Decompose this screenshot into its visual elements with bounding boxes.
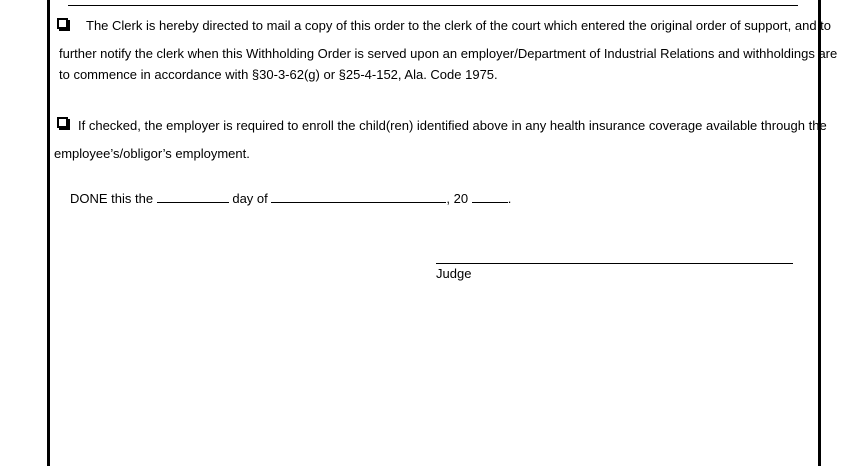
mail-clause-line-2: further notify the clerk when this Withholding Order is served upon an employer/Department of Industrial Relations and withholdings are: [59, 46, 838, 61]
mail-copy-checkbox[interactable]: [57, 18, 68, 29]
day-blank-field[interactable]: [157, 190, 229, 203]
done-suffix: .: [507, 191, 512, 206]
insurance-clause-line-1: If checked, the employer is required to enroll the child(ren) identified above in any health insurance coverage available through the: [78, 118, 827, 133]
done-prefix: DONE this the: [70, 191, 154, 206]
health-insurance-checkbox[interactable]: [57, 117, 68, 128]
done-line: [70, 190, 511, 207]
judge-label: Judge: [436, 266, 472, 281]
top-rule: [68, 5, 798, 6]
month-blank-field[interactable]: [271, 190, 446, 203]
mail-clause-line-3: to commence in accordance with §30-3-62(g) or §25-4-152, Ala. Code 1975.: [59, 67, 498, 82]
year-blank-field[interactable]: [472, 190, 508, 203]
insurance-clause-line-2: employee’s/obligor’s employment.: [54, 146, 250, 161]
day-of-label: day of: [232, 191, 268, 206]
year-prefix-label: , 20: [446, 191, 469, 206]
judge-signature-line[interactable]: [436, 263, 793, 264]
mail-clause-line-1: The Clerk is hereby directed to mail a copy of this order to the clerk of the court which entered the original order of support, and to: [86, 18, 831, 33]
